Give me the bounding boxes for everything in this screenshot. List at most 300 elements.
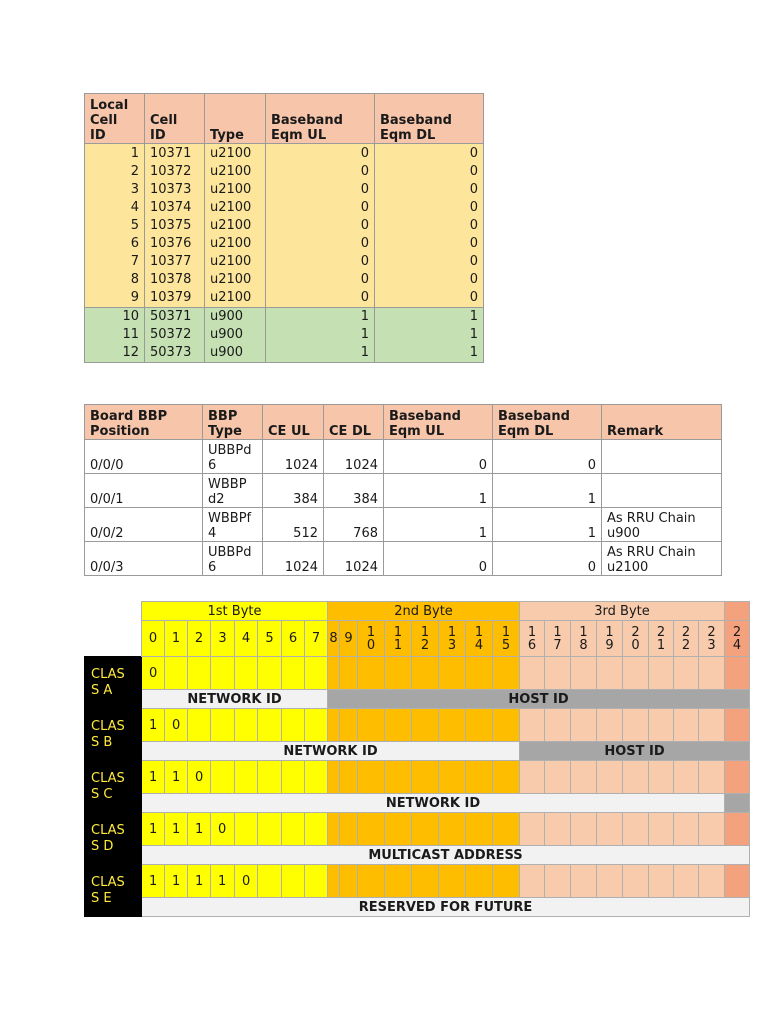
- bit-cell: [385, 657, 412, 690]
- table-row: [85, 289, 484, 308]
- bit-cell: [649, 761, 674, 794]
- bit-number-row: [85, 621, 750, 657]
- bit-cell: [328, 709, 340, 742]
- class-label-row: [85, 846, 750, 865]
- host-id-label: [725, 794, 750, 813]
- ce-dl: 768: [324, 508, 384, 542]
- bit-cell: [282, 709, 305, 742]
- bit-cell: [725, 865, 750, 898]
- bit-cell: [385, 865, 412, 898]
- eqm-ul: 1: [384, 508, 493, 542]
- bit-number: 2 0: [623, 621, 649, 657]
- bbp-type: WBBPf 4: [203, 508, 263, 542]
- table-row: [85, 199, 484, 217]
- bit-cell: 0: [165, 709, 188, 742]
- bit-cell: [674, 813, 699, 846]
- bit-cell: [597, 657, 623, 690]
- cell-id: 10374: [145, 199, 205, 217]
- network-id-label: NETWORK ID: [142, 742, 520, 761]
- bit-cell: [188, 709, 211, 742]
- class-row: [85, 709, 750, 742]
- byte-label: 2nd Byte: [328, 602, 520, 621]
- bit-cell: [258, 761, 282, 794]
- bit-cell: [235, 761, 258, 794]
- board-table-header: [85, 405, 722, 440]
- remark: As RRU Chain u900: [602, 508, 722, 542]
- cell-id: 10371: [145, 144, 205, 164]
- bit-number: 4: [235, 621, 258, 657]
- table-row: [85, 271, 484, 289]
- bit-cell: [439, 865, 466, 898]
- eqm-dl: 1: [493, 474, 602, 508]
- baseband-dl: 0: [375, 163, 484, 181]
- baseband-ul: 1: [266, 326, 375, 344]
- class-label-row: [85, 742, 750, 761]
- header-cell-id: Cell ID: [145, 94, 205, 144]
- bit-cell: [211, 657, 235, 690]
- bit-cell: [725, 709, 750, 742]
- bit-cell: [623, 709, 649, 742]
- local-cell-id: 4: [85, 199, 145, 217]
- cell-id: 50371: [145, 308, 205, 327]
- bit-cell: [725, 761, 750, 794]
- remark: As RRU Chain u2100: [602, 542, 722, 576]
- baseband-dl: 1: [375, 344, 484, 363]
- header-eqm-ul: Baseband Eqm UL: [384, 405, 493, 440]
- cell-id: 50373: [145, 344, 205, 363]
- cell-id: 10372: [145, 163, 205, 181]
- bit-cell: [725, 657, 750, 690]
- local-cell-id: 7: [85, 253, 145, 271]
- header-bbp-type: BBP Type: [203, 405, 263, 440]
- class-label: CLAS S E: [85, 865, 142, 917]
- corner-cell: [85, 621, 142, 657]
- cell-type: u900: [205, 326, 266, 344]
- bit-cell: 1: [165, 865, 188, 898]
- bit-cell: [623, 865, 649, 898]
- bit-cell: [493, 761, 520, 794]
- bit-cell: [520, 761, 545, 794]
- bit-cell: [466, 865, 493, 898]
- baseband-ul: 1: [266, 344, 375, 363]
- bit-cell: [305, 709, 328, 742]
- local-cell-id: 8: [85, 271, 145, 289]
- baseband-dl: 0: [375, 271, 484, 289]
- bit-cell: [571, 709, 597, 742]
- bit-cell: [235, 657, 258, 690]
- ce-ul: 1024: [263, 542, 324, 576]
- bit-cell: [571, 813, 597, 846]
- bit-cell: [571, 865, 597, 898]
- table-row: [85, 163, 484, 181]
- bit-number: 0: [142, 621, 165, 657]
- bit-number: 2 4: [725, 621, 750, 657]
- network-id-label: RESERVED FOR FUTURE: [142, 898, 750, 917]
- bit-cell: [545, 657, 571, 690]
- baseband-dl: 0: [375, 217, 484, 235]
- bit-number: 5: [258, 621, 282, 657]
- ce-dl: 384: [324, 474, 384, 508]
- network-id-label: MULTICAST ADDRESS: [142, 846, 750, 865]
- cell-type: u2100: [205, 253, 266, 271]
- bit-cell: [340, 761, 358, 794]
- bit-number: 1 3: [439, 621, 466, 657]
- bit-cell: [282, 761, 305, 794]
- baseband-dl: 0: [375, 289, 484, 308]
- bit-cell: 1: [188, 865, 211, 898]
- bit-number: 1: [165, 621, 188, 657]
- cell-table: [84, 93, 484, 363]
- bit-cell: [649, 709, 674, 742]
- bit-cell: [699, 761, 725, 794]
- bit-cell: [571, 761, 597, 794]
- bit-number: 2 3: [699, 621, 725, 657]
- bit-cell: [258, 709, 282, 742]
- bit-cell: [520, 657, 545, 690]
- remark: [602, 440, 722, 474]
- class-label: CLAS S A: [85, 657, 142, 709]
- class-label-row: [85, 690, 750, 709]
- eqm-dl: 0: [493, 440, 602, 474]
- table-row: [85, 440, 722, 474]
- header-ce-ul: CE UL: [263, 405, 324, 440]
- bit-cell: [674, 657, 699, 690]
- bit-number: 1 9: [597, 621, 623, 657]
- bit-cell: [412, 657, 439, 690]
- table-row: [85, 344, 484, 363]
- bit-cell: [412, 709, 439, 742]
- bit-cell: [358, 657, 385, 690]
- bit-cell: [493, 657, 520, 690]
- bit-number: 2: [188, 621, 211, 657]
- bit-cell: [597, 709, 623, 742]
- class-label-row: [85, 794, 750, 813]
- host-id-label: HOST ID: [328, 690, 750, 709]
- bit-cell: [211, 709, 235, 742]
- bit-cell: [699, 813, 725, 846]
- bit-cell: [358, 813, 385, 846]
- table-row: [85, 181, 484, 199]
- bit-cell: [211, 761, 235, 794]
- bit-cell: 1: [142, 813, 165, 846]
- board-position: 0/0/3: [85, 542, 203, 576]
- class-row: [85, 813, 750, 846]
- local-cell-id: 6: [85, 235, 145, 253]
- cell-table-header: [85, 94, 484, 144]
- bit-number: 1 4: [466, 621, 493, 657]
- bit-cell: 0: [142, 657, 165, 690]
- baseband-ul: 0: [266, 199, 375, 217]
- bit-cell: [385, 813, 412, 846]
- bit-cell: [623, 813, 649, 846]
- bit-cell: [674, 709, 699, 742]
- bit-cell: [412, 761, 439, 794]
- bit-cell: [520, 865, 545, 898]
- table-row: [85, 235, 484, 253]
- table-row: [85, 542, 722, 576]
- table-row: [85, 508, 722, 542]
- eqm-ul: 1: [384, 474, 493, 508]
- cell-id: 10379: [145, 289, 205, 308]
- eqm-dl: 1: [493, 508, 602, 542]
- bit-cell: [493, 813, 520, 846]
- bit-cell: [439, 657, 466, 690]
- class-label-row: [85, 898, 750, 917]
- bit-cell: 1: [165, 813, 188, 846]
- ce-ul: 1024: [263, 440, 324, 474]
- bit-cell: [466, 813, 493, 846]
- eqm-ul: 0: [384, 440, 493, 474]
- table-row: [85, 144, 484, 164]
- bit-cell: [358, 709, 385, 742]
- table-row: [85, 326, 484, 344]
- bit-cell: 1: [211, 865, 235, 898]
- cell-id: 10375: [145, 217, 205, 235]
- local-cell-id: 12: [85, 344, 145, 363]
- bit-cell: [235, 709, 258, 742]
- bit-cell: [545, 865, 571, 898]
- bbp-type: UBBPd 6: [203, 542, 263, 576]
- remark: [602, 474, 722, 508]
- bit-cell: [282, 813, 305, 846]
- board-table: [84, 404, 722, 576]
- bit-number: 9: [340, 621, 358, 657]
- bit-cell: 0: [188, 761, 211, 794]
- header-type: Type: [205, 94, 266, 144]
- board-position: 0/0/1: [85, 474, 203, 508]
- board-position: 0/0/0: [85, 440, 203, 474]
- bit-number: 3: [211, 621, 235, 657]
- byte-label: [725, 602, 750, 621]
- local-cell-id: 1: [85, 144, 145, 164]
- cell-id: 10373: [145, 181, 205, 199]
- baseband-dl: 0: [375, 199, 484, 217]
- baseband-dl: 0: [375, 144, 484, 164]
- cell-id: 50372: [145, 326, 205, 344]
- table-row: [85, 474, 722, 508]
- bit-cell: [412, 865, 439, 898]
- cell-type: u2100: [205, 217, 266, 235]
- cell-type: u2100: [205, 289, 266, 308]
- local-cell-id: 2: [85, 163, 145, 181]
- byte-label: 3rd Byte: [520, 602, 725, 621]
- bit-cell: [282, 657, 305, 690]
- bit-cell: [385, 761, 412, 794]
- baseband-ul: 0: [266, 144, 375, 164]
- bit-cell: [699, 709, 725, 742]
- bit-cell: [258, 657, 282, 690]
- bit-cell: 1: [142, 865, 165, 898]
- bit-number: 1 6: [520, 621, 545, 657]
- cell-type: u2100: [205, 235, 266, 253]
- ip-class-grid: [84, 601, 768, 921]
- local-cell-id: 3: [85, 181, 145, 199]
- baseband-ul: 0: [266, 217, 375, 235]
- header-baseband-dl: Baseband Eqm DL: [375, 94, 484, 144]
- local-cell-id: 9: [85, 289, 145, 308]
- baseband-ul: 0: [266, 271, 375, 289]
- bit-cell: [597, 761, 623, 794]
- bit-cell: [725, 813, 750, 846]
- table-row: [85, 253, 484, 271]
- byte-label: 1st Byte: [142, 602, 328, 621]
- header-eqm-dl: Baseband Eqm DL: [493, 405, 602, 440]
- bit-cell: [545, 761, 571, 794]
- bit-number: 1 0: [358, 621, 385, 657]
- class-row: [85, 865, 750, 898]
- bit-cell: 1: [142, 761, 165, 794]
- bit-cell: [305, 657, 328, 690]
- bit-cell: 0: [235, 865, 258, 898]
- bit-cell: [305, 761, 328, 794]
- bit-cell: [165, 657, 188, 690]
- baseband-ul: 0: [266, 289, 375, 308]
- bit-cell: [466, 709, 493, 742]
- bit-cell: [412, 813, 439, 846]
- bit-number: 2 2: [674, 621, 699, 657]
- class-row: [85, 657, 750, 690]
- bit-cell: [466, 657, 493, 690]
- bit-number: 2 1: [649, 621, 674, 657]
- baseband-dl: 1: [375, 326, 484, 344]
- bbp-type: WBBP d2: [203, 474, 263, 508]
- bit-cell: [623, 761, 649, 794]
- cell-type: u2100: [205, 181, 266, 199]
- bit-cell: [258, 813, 282, 846]
- class-label: CLAS S B: [85, 709, 142, 761]
- table-row: [85, 217, 484, 235]
- bit-cell: [674, 761, 699, 794]
- baseband-ul: 0: [266, 181, 375, 199]
- bit-cell: 0: [211, 813, 235, 846]
- cell-id: 10376: [145, 235, 205, 253]
- baseband-ul: 0: [266, 253, 375, 271]
- bit-cell: [649, 657, 674, 690]
- bit-cell: [520, 709, 545, 742]
- bit-cell: [597, 813, 623, 846]
- local-cell-id: 11: [85, 326, 145, 344]
- ip-class-table: [84, 601, 750, 917]
- cell-id: 10378: [145, 271, 205, 289]
- bit-cell: [340, 657, 358, 690]
- bit-cell: [358, 865, 385, 898]
- cell-id: 10377: [145, 253, 205, 271]
- bit-cell: [328, 813, 340, 846]
- bit-number: 1 7: [545, 621, 571, 657]
- bit-cell: 1: [165, 761, 188, 794]
- ce-dl: 1024: [324, 542, 384, 576]
- baseband-dl: 0: [375, 181, 484, 199]
- bit-cell: [649, 865, 674, 898]
- bit-number: 1 1: [385, 621, 412, 657]
- bit-cell: [340, 865, 358, 898]
- bit-cell: [649, 813, 674, 846]
- cell-type: u2100: [205, 199, 266, 217]
- bit-cell: [235, 813, 258, 846]
- bit-cell: [545, 813, 571, 846]
- network-id-label: NETWORK ID: [142, 794, 725, 813]
- ce-ul: 512: [263, 508, 324, 542]
- cell-type: u2100: [205, 163, 266, 181]
- bit-number: 1 5: [493, 621, 520, 657]
- bit-number: 1 8: [571, 621, 597, 657]
- bit-number: 7: [305, 621, 328, 657]
- network-id-label: NETWORK ID: [142, 690, 328, 709]
- byte-header-row: [85, 602, 750, 621]
- host-id-label: HOST ID: [520, 742, 750, 761]
- board-position: 0/0/2: [85, 508, 203, 542]
- bit-cell: [340, 709, 358, 742]
- ce-ul: 384: [263, 474, 324, 508]
- bit-cell: [545, 709, 571, 742]
- header-local-cell-id: Local Cell ID: [85, 94, 145, 144]
- bit-cell: [305, 813, 328, 846]
- bit-number: 1 2: [412, 621, 439, 657]
- bit-cell: [328, 865, 340, 898]
- baseband-dl: 0: [375, 235, 484, 253]
- eqm-dl: 0: [493, 542, 602, 576]
- bit-cell: [493, 865, 520, 898]
- corner-cell: [85, 602, 142, 621]
- bit-number: 8: [328, 621, 340, 657]
- bit-cell: [520, 813, 545, 846]
- class-label: CLAS S D: [85, 813, 142, 865]
- bit-cell: [597, 865, 623, 898]
- bit-cell: [674, 865, 699, 898]
- bit-cell: [305, 865, 328, 898]
- bit-cell: 1: [142, 709, 165, 742]
- cell-type: u900: [205, 308, 266, 327]
- bit-number: 6: [282, 621, 305, 657]
- cell-type: u900: [205, 344, 266, 363]
- cell-type: u2100: [205, 144, 266, 164]
- header-ce-dl: CE DL: [324, 405, 384, 440]
- baseband-dl: 1: [375, 308, 484, 327]
- eqm-ul: 0: [384, 542, 493, 576]
- bit-cell: [328, 657, 340, 690]
- bbp-type: UBBPd 6: [203, 440, 263, 474]
- bit-cell: [699, 657, 725, 690]
- class-label: CLAS S C: [85, 761, 142, 813]
- bit-cell: [571, 657, 597, 690]
- bit-cell: [439, 761, 466, 794]
- bit-cell: [358, 761, 385, 794]
- table-row: [85, 308, 484, 327]
- bit-cell: 1: [188, 813, 211, 846]
- bit-cell: [493, 709, 520, 742]
- header-remark: Remark: [602, 405, 722, 440]
- bit-cell: [340, 813, 358, 846]
- header-baseband-ul: Baseband Eqm UL: [266, 94, 375, 144]
- bit-cell: [623, 657, 649, 690]
- baseband-ul: 0: [266, 163, 375, 181]
- local-cell-id: 5: [85, 217, 145, 235]
- ce-dl: 1024: [324, 440, 384, 474]
- bit-cell: [439, 709, 466, 742]
- bit-cell: [385, 709, 412, 742]
- baseband-ul: 0: [266, 235, 375, 253]
- baseband-dl: 0: [375, 253, 484, 271]
- cell-type: u2100: [205, 271, 266, 289]
- local-cell-id: 10: [85, 308, 145, 327]
- bit-cell: [188, 657, 211, 690]
- baseband-ul: 1: [266, 308, 375, 327]
- class-row: [85, 761, 750, 794]
- bit-cell: [258, 865, 282, 898]
- bit-cell: [282, 865, 305, 898]
- bit-cell: [466, 761, 493, 794]
- bit-cell: [699, 865, 725, 898]
